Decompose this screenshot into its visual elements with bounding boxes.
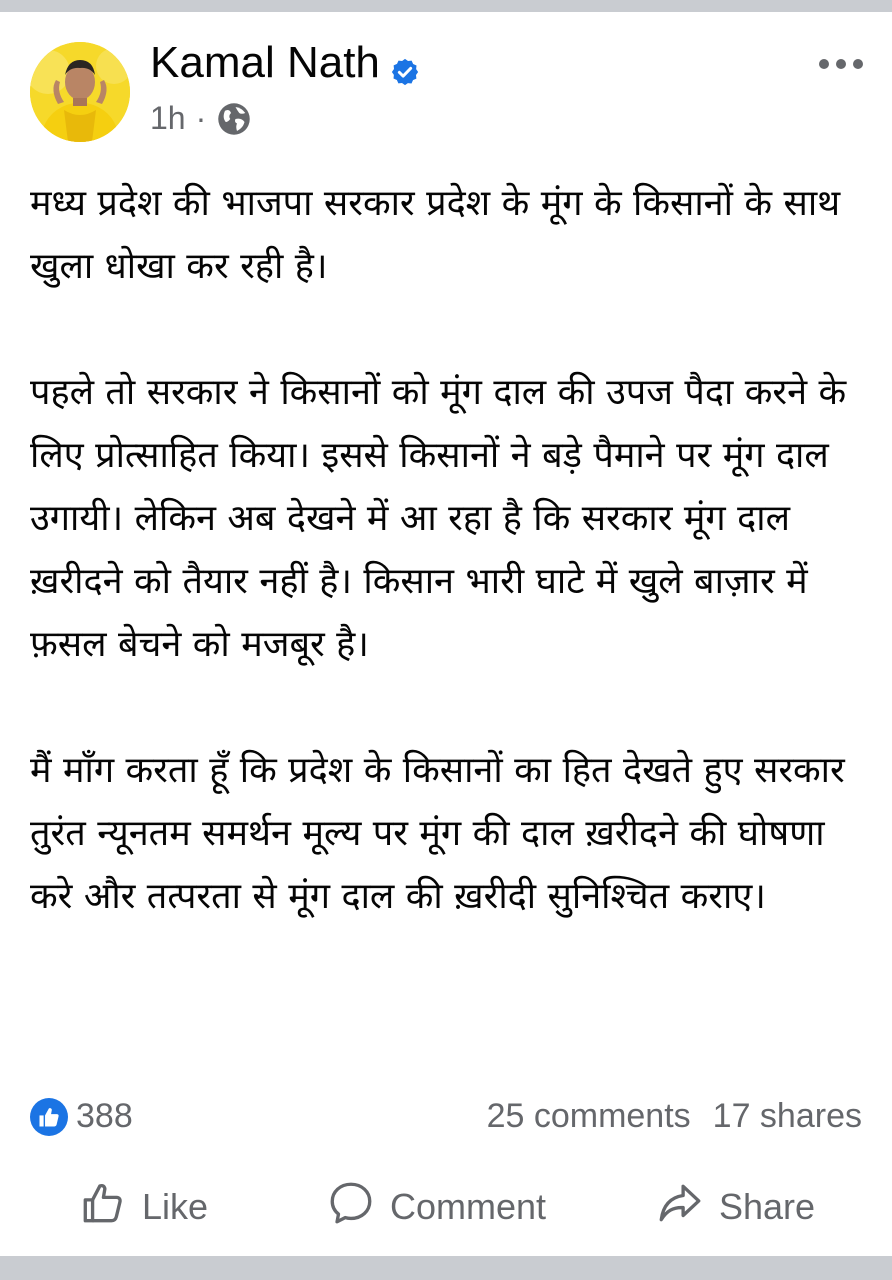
thumbs-up-outline-icon xyxy=(78,1178,128,1237)
share-label: Share xyxy=(719,1186,816,1227)
post-meta xyxy=(150,100,252,137)
meta-separator: · xyxy=(195,100,207,136)
avatar-image xyxy=(30,42,130,142)
comment-button[interactable] xyxy=(326,1172,546,1242)
author-name-row xyxy=(150,38,420,88)
share-button[interactable] xyxy=(655,1172,815,1242)
reactions-summary[interactable] xyxy=(30,1097,133,1136)
post-card xyxy=(0,12,892,1256)
author-name[interactable]: Kamal Nath xyxy=(150,38,380,87)
comments-count[interactable]: 25 comments xyxy=(486,1097,691,1135)
post-paragraph-2: पहले तो सरकार ने किसानों को मूंग दाल की उपज पैदा करने के लिए प्रोत्साहित किया। इससे किसानों ने बड़े पैमाने पर मूंग दाल उगायी। लेकिन अब देखने में आ रहा है कि सरकार मूंग दाल ख़रीदने को तैयार नहीं है। किसान भारी घाटे में खुले बाज़ार में फ़सल बेचने को मजबूर है। xyxy=(30,372,847,665)
post-paragraph-3: मैं माँग करता हूँ कि प्रदेश के किसानों का हित देखते हुए सरकार तुरंत न्यूनतम समर्थन मूल्य पर मूंग की दाल ख़रीदने की घोषणा करे और तत्परता से मूंग दाल की ख़रीदी सुनिश्चित कराए। xyxy=(30,750,845,917)
post-paragraph-1: मध्य प्रदेश की भाजपा सरकार प्रदेश के मूंग के किसानों के साथ खुला धोखा कर रही है। xyxy=(30,183,841,287)
like-label: Like xyxy=(142,1186,209,1227)
post-stats xyxy=(30,1097,862,1147)
verified-badge-icon xyxy=(390,48,420,78)
more-options-icon[interactable] xyxy=(818,56,864,70)
share-arrow-icon xyxy=(655,1178,705,1237)
like-button[interactable] xyxy=(78,1172,208,1242)
author-avatar[interactable] xyxy=(30,42,130,142)
likes-count: 388 xyxy=(76,1097,133,1135)
speech-bubble-icon xyxy=(326,1178,376,1237)
post-time[interactable]: 1h xyxy=(150,100,186,136)
thumbs-up-badge-icon xyxy=(30,1098,68,1136)
engagement-counts xyxy=(487,1097,862,1136)
shares-count[interactable]: 17 shares xyxy=(712,1097,862,1135)
comment-label: Comment xyxy=(390,1186,547,1227)
globe-icon xyxy=(216,101,252,137)
post-actions xyxy=(0,1172,892,1242)
post-body xyxy=(30,172,870,928)
